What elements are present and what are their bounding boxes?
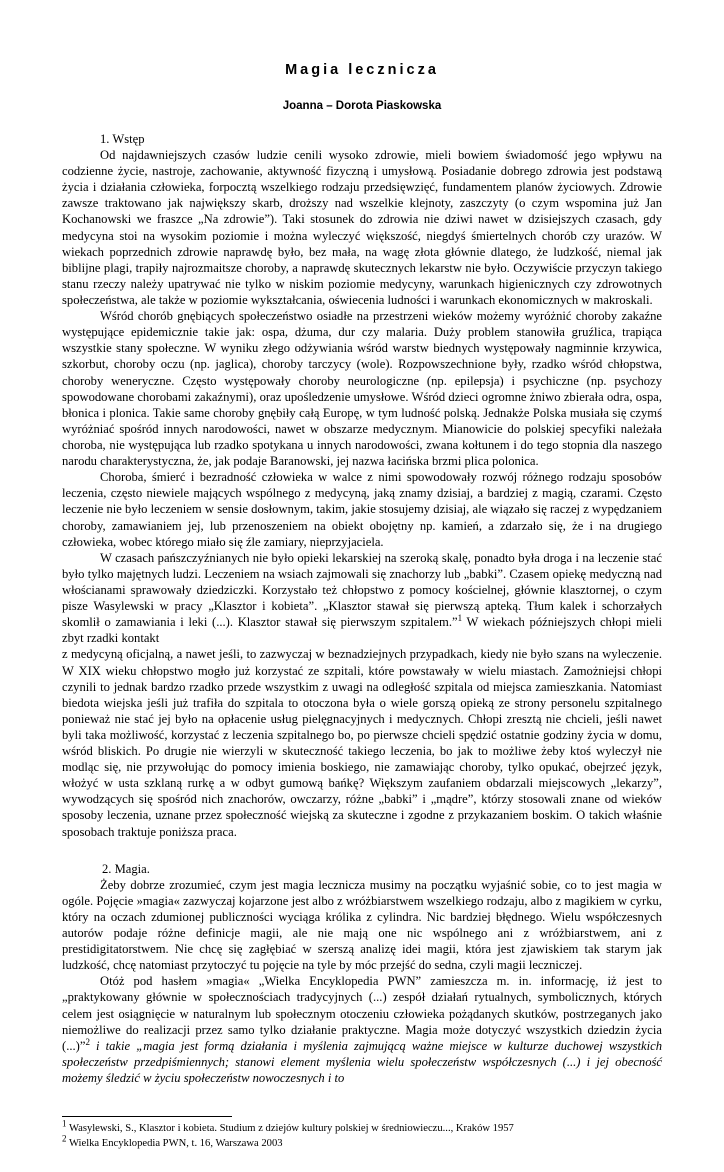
paragraph-text-tail: i takie „magia jest formą działania i myślenia zajmującą ważne miejsce w kulturze duchowej wszystkich społeczeństw przedpiśmiennych; stanowi element myślenia wielu społeczeństw współczesnych (...) i jej obecność możemy śledzić w życiu społeczeństw nowoczesnych i to: [62, 1038, 662, 1086]
paragraph-text-tail: W wiekach późniejszych chłopi mieli zbyt rzadki kontakt: [62, 615, 662, 646]
footnote-text: Wielka Encyklopedia PWN, t. 16, Warszawa 2003: [68, 1138, 283, 1150]
page-title: Magia lecznicza: [285, 62, 439, 78]
section-heading-2: 2. Magia.: [102, 861, 150, 876]
paragraph: Choroba, śmierć i bezradność człowieka w walce z nimi spowodowały rozwój różnego rodzaju sposobów leczenia, często niewiele mających wspólnego z medycyną, jaką znamy dzisiaj, a bardziej z magią, czarami. Często leczenie nie było leczeniem w sensie dosłownym, takim, jakie stosujemy dzisiaj, ale wiązało się raczej z wypędzaniem choroby, zamawianiem jej, lub przenoszeniem na obiekt obojętny np. kamień, a zdarzało się, że i na drugiego człowieka, wobec którego miało się źle zamiary, nieprzyjaciela.: [62, 470, 662, 549]
footnote-number: 2: [62, 1133, 67, 1144]
paragraph-with-footnote: [62, 550, 662, 647]
paragraph: z medycyną oficjalną, a nawet jeśli, to zazwyczaj w beznadziejnych przypadkach, kiedy nie było szans na wyleczenie. W XIX wieku chłopstwo mogło już korzystać ze szpitali, które powstawały w wielu miastach. Zamożniejsi chłopi czynili to jednak bardzo rzadko przede wszystkim z uwagi na odległość szpitala od miejsca zamieszkania. Natomiast biedota wiejska jeśli już trafiła do szpitala to otoczona była o wiele gorszą opieką ze strony personelu szpitalnego ponieważ nie stać jej było na opłacenie usług pielęgnacyjnych i medycznych. Chłopi zresztą nie chcieli, jeśli nawet byli taka możliwość, korzystać z leczenia szpitalnego bo, po pierwsze chcieli spędzić ostatnie godziny życia w domu, wśród bliskich. Po drugie nie wierzyli w skuteczność takiego leczenia, bo jak to możliwe żeby ktoś wyleczył nie modląc się, nie przywołując do pomocy imienia boskiego, nie zamawiając choroby, tylko opukać, obejrzeć język, włożyć w usta szklaną rurkę a w odbyt gumową bańkę? Większym zaufaniem obdarzali miejscowych „lekarzy”, wywodzących się spośród nich znachorów, owczarzy, różne „babki” i „mądre”, którzy stosowali znane od wieków sposoby leczenia, uznane przez społeczność wiejską za skuteczne i zgodne z przykazaniem boskim. O takich właśnie sposobach traktuje poniższa praca.: [62, 647, 662, 839]
paragraph: Wśród chorób gnębiących społeczeństwo osiadłe na przestrzeni wieków możemy wyróżnić choroby zakaźne występujące epidemicznie takie jak: ospa, dżuma, dur czy malaria. Duży problem stanowiła gruźlica, trapiąca wszystkie stany społeczne. W wyniku złego odżywiania wśród warstw biednych występowały nagminnie krzywica, szkorbut, choroby oczu (np. jaglica), choroby tarczycy (wole). Rozpowszechnione były, rzadko wśród chłopstwa, choroby weneryczne. Często występowały choroby neurologiczne (np. epilepsja) i psychiczne (np. psychozy spowodowane chorobami zakaźnymi), oraz upośledzenie umysłowe. Wśród dzieci ogromne żniwo zbierała odra, ospa, błonica i plonica. Takie same choroby gnębiły całą Europę, w tym ludność polską. Jednakże Polska musiała się czymś wyróżniać spośród innych narodowości, nawet w obszarze medycznym. Mianowicie do polskiej specyfiki należała choroba, nie występująca lub rzadko spotykana u innych narodowości, zwana kołtunem i do tego stopnia dla naszego narodu charakterystyczna, że, jak podaje Baranowski, jej nazwa łacińska brzmi plica polonica.: [62, 309, 662, 469]
footnote-separator: [62, 1116, 232, 1117]
document-author: Joanna – Dorota Piaskowska: [282, 100, 442, 112]
footnote-item: [62, 1118, 662, 1136]
footnote-marker-2: 2: [85, 1036, 90, 1047]
footnotes-section: [62, 1112, 662, 1151]
footnote-marker-1: 1: [457, 612, 463, 623]
section-heading-1: 1. Wstęp: [100, 132, 145, 146]
footnote-number: 1: [62, 1118, 67, 1129]
paragraph-with-footnote: [62, 973, 662, 1086]
footnote-text: Wasylewski, S., Klasztor i kobieta. Studium z dziejów kultury polskiej w średniowieczu..., Kraków 1957: [68, 1123, 514, 1135]
paragraph: Żeby dobrze zrozumieć, czym jest magia lecznicza musimy na początku wyjaśnić sobie, co to jest magia w ogóle. Pojęcie »magia« zazwyczaj kojarzone jest albo z wróżbiarstwem wszelkiego rodzaju, albo z magikiem w cyrku, który na oczach zdumionej publiczności wyciąga królika z cylindra. Nic bardziej błędnego. Wielu współczesnych autorów podaje różne definicje magii, ale nie mają one nic wspólnego ani z wróżbiarstwem, ani z prestidigitatorstwem. Nie chcę się zagłębiać w szerszą analizę idei magii, która jest zjawiskiem tak starym jak ludzkość, chcę natomiast przytoczyć tu pojęcie na tyle by móc przejść do sedna, czyli magii leczniczej.: [62, 877, 662, 973]
paragraph: Od najdawniejszych czasów ludzie cenili wysoko zdrowie, mieli bowiem świadomość jego wpływu na codzienne życie, nastroje, zachowanie, aktywność fizyczną i umysłową. Posiadanie dobrego zdrowia jest podstawą życia i działania człowieka, forpocztą wszelkiego rodzaju przedsięwzięć, fundamentem planów życiowych. Zdrowie zawsze traktowano jak największy skarb, droższy nad wszelkie klejnoty, zaszczyty (o czym wspomina już Jan Kochanowski we fraszce „Na zdrowie”). Taki stosunek do zdrowia nie dziwi nawet w dzisiejszych czasach, gdy medycyna stoi na wysokim poziomie i można wyleczyć większość, niegdyś śmiertelnych chorób czy urazów. W wiekach poprzednich zdrowie naprawdę było, bez mała, na wagę złota głównie dlatego, że ludzkość, niemal jak biblijne plagi, trapiły najrozmaitsze choroby, a naprawdę skutecznych lekarstw nie było. Oczywiście przyczyn takiego stanu rzeczy należy upatrywać nie tylko w niskim poziomie medycyny, warunkach higienicznych czy zdrowotnych społeczeństwa, ale także w poziomie wykształcania, oświecenia ludności i warunkach ekonomicznych w makroskali.: [62, 148, 662, 307]
paragraph-text: W czasach pańszczyźnianych nie było opieki lekarskiej na szeroką skalę, ponadto była droga i na leczenie stać było tylko majętnych ludzi. Leczeniem na wsiach zajmowali się znachorzy lub „babki”. Czasem opiekę medyczną nad włościanami sprawowały dziedziczki. Korzystało też chłopstwo z pomocy kościelnej, głównie klasztornej, o czym pisze Wasylewski w pracy „Klasztor i kobieta”. „Klasztor stawał się pierwszą apteką. Tłum kalek i schorzałych skomlił o zamawiania i leki (...). Klasztor stawał się pierwszym szpitalem.”: [62, 550, 662, 630]
footnote-item: [62, 1133, 662, 1151]
paragraph-text: Otóż pod hasłem »magia« „Wielka Encyklopedia PWN” zamieszcza m. in. informację, iż jest to „praktykowany głównie w społecznościach tradycyjnych (...) zespół działań rytualnych, symbolicznych, których celem jest osiągnięcie w naturalnym lub społecznym otoczeniu człowieka pożądanych skutków, postrzeganych jako niemożliwe do realizacji przez samo tylko działanie praktyczne. Magia może dotyczyć wszystkich dziedzin życia (...)”: [62, 974, 662, 1053]
